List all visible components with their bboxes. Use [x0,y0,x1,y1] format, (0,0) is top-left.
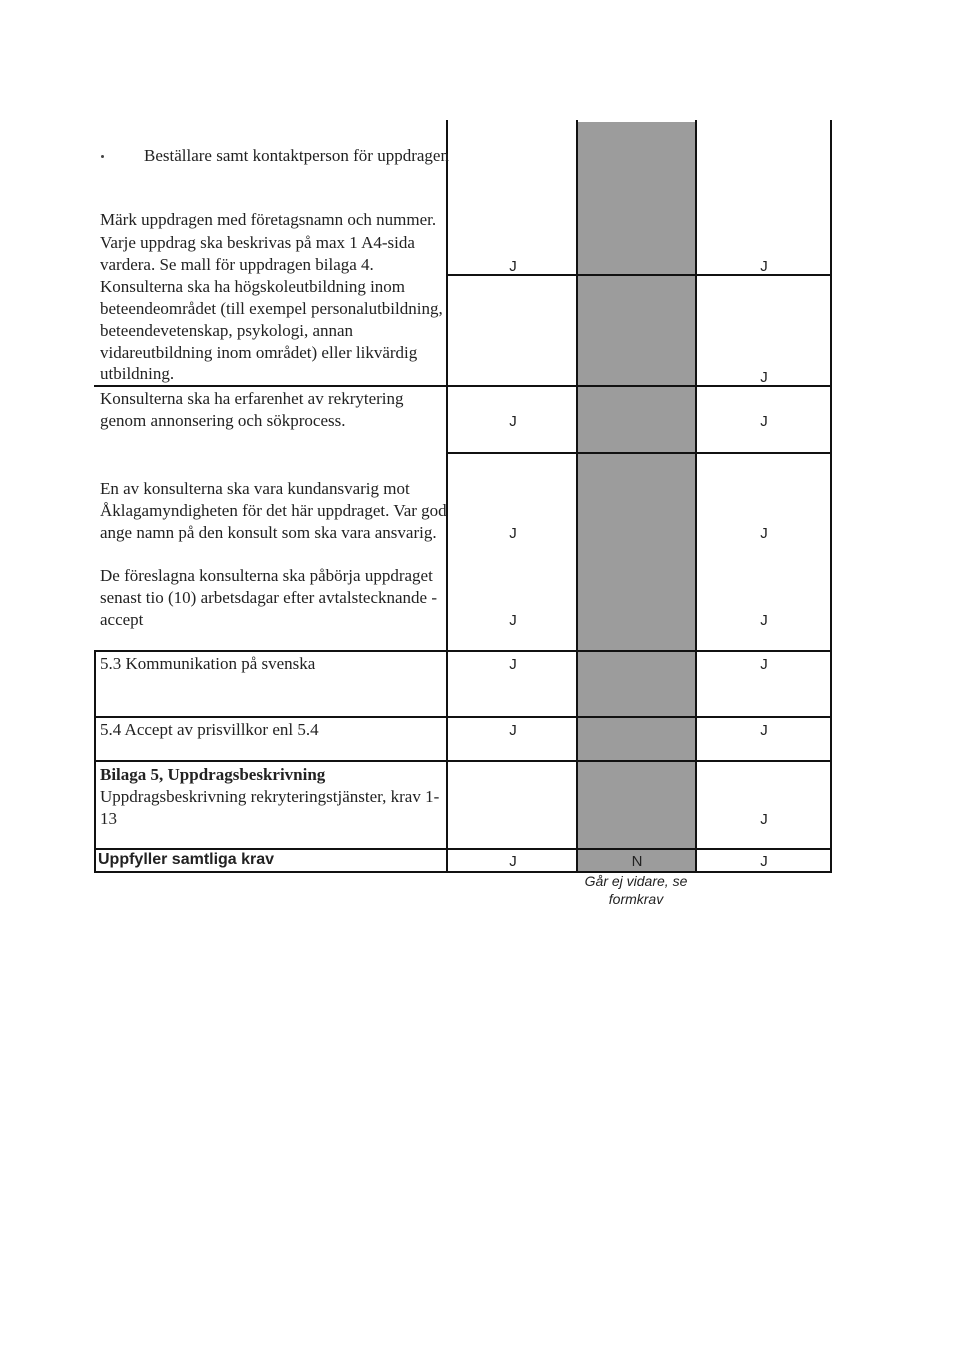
row-svenska-col3: J [760,656,768,673]
row-hogskola-line: Konsulterna ska ha högskoleutbildning inom [100,277,406,296]
table-rule [94,650,832,652]
row-paborja-line: senast tio (10) arbetsdagar efter avtalstecknande - [100,588,438,607]
row-bestallare-text: Beställare samt kontaktperson för uppdragen [144,146,449,165]
row-kundansvarig-line: En av konsulterna ska vara kundansvarig mot [100,479,410,498]
row-mark-line: Varje uppdrag ska beskrivas på max 1 A4-sida [100,233,415,252]
row-paborja-col3: J [760,612,768,629]
row-svenska-col1: J [509,656,517,673]
row-paborja-line: De föreslagna konsulterna ska påbörja uppdraget [100,566,433,585]
row-samtliga-col2: N [631,853,643,870]
bullet-dot [101,155,104,158]
row-hogskola-line: utbildning. [100,364,175,383]
row-paborja-col1: J [509,612,517,629]
row-mark-col1: J [509,258,517,275]
row-accept-col3: J [760,722,768,739]
row-hogskola-line: beteendeområdet (till exempel personalutbildning, [100,299,443,318]
row-kundansvarig-line: ange namn på den konsult som ska vara ansvarig. [100,523,437,542]
row-samtliga-note [566,872,706,908]
row-mark-line: vardera. Se mall för uppdragen bilaga 4. [100,255,374,274]
row-paborja-line: accept [100,610,144,629]
table-rule [94,760,832,762]
row-hogskola-col3: J [760,369,768,386]
table-rule [94,716,832,718]
row-accept-text: 5.4 Accept av prisvillkor enl 5.4 [100,720,319,739]
row-bilaga-line: Uppdragsbeskrivning rekryteringstjänster, krav 1- [100,787,440,806]
table-rule [94,385,832,387]
row-hogskola-line: beteendevetenskap, psykologi, annan [100,321,354,340]
table-rule [94,871,832,873]
table-rule [446,452,832,454]
note-line: Går ej vidare, se [584,873,688,889]
note-line: formkrav [608,891,664,907]
row-mark-line: Märk uppdragen med företagsnamn och nummer. [100,210,437,229]
row-kundansvarig-line: Åklagamyndigheten för det här uppdraget. Var god [100,501,447,520]
row-kundansvarig-col1: J [509,525,517,542]
row-kundansvarig-col3: J [760,525,768,542]
row-bilaga-title: Bilaga 5, Uppdragsbeskrivning [100,765,326,784]
row-erfarenhet-col3: J [760,413,768,430]
row-erfarenhet-line: genom annonsering och sökprocess. [100,411,346,430]
row-mark-col3: J [760,258,768,275]
row-bilaga-col3: J [760,811,768,828]
row-bilaga-line: 13 [100,809,117,828]
row-samtliga-col3: J [760,853,768,870]
row-svenska-text: 5.3 Kommunikation på svenska [100,654,316,673]
table-rule [446,274,832,276]
row-hogskola-line: vidareutbildning inom området) eller likvärdig [100,343,418,362]
row-samtliga-col1: J [509,853,517,870]
row-accept-col1: J [509,722,517,739]
row-erfarenhet-line: Konsulterna ska ha erfarenhet av rekrytering [100,389,404,408]
row-samtliga-text: Uppfyller samtliga krav [98,851,275,868]
row-erfarenhet-col1: J [509,413,517,430]
